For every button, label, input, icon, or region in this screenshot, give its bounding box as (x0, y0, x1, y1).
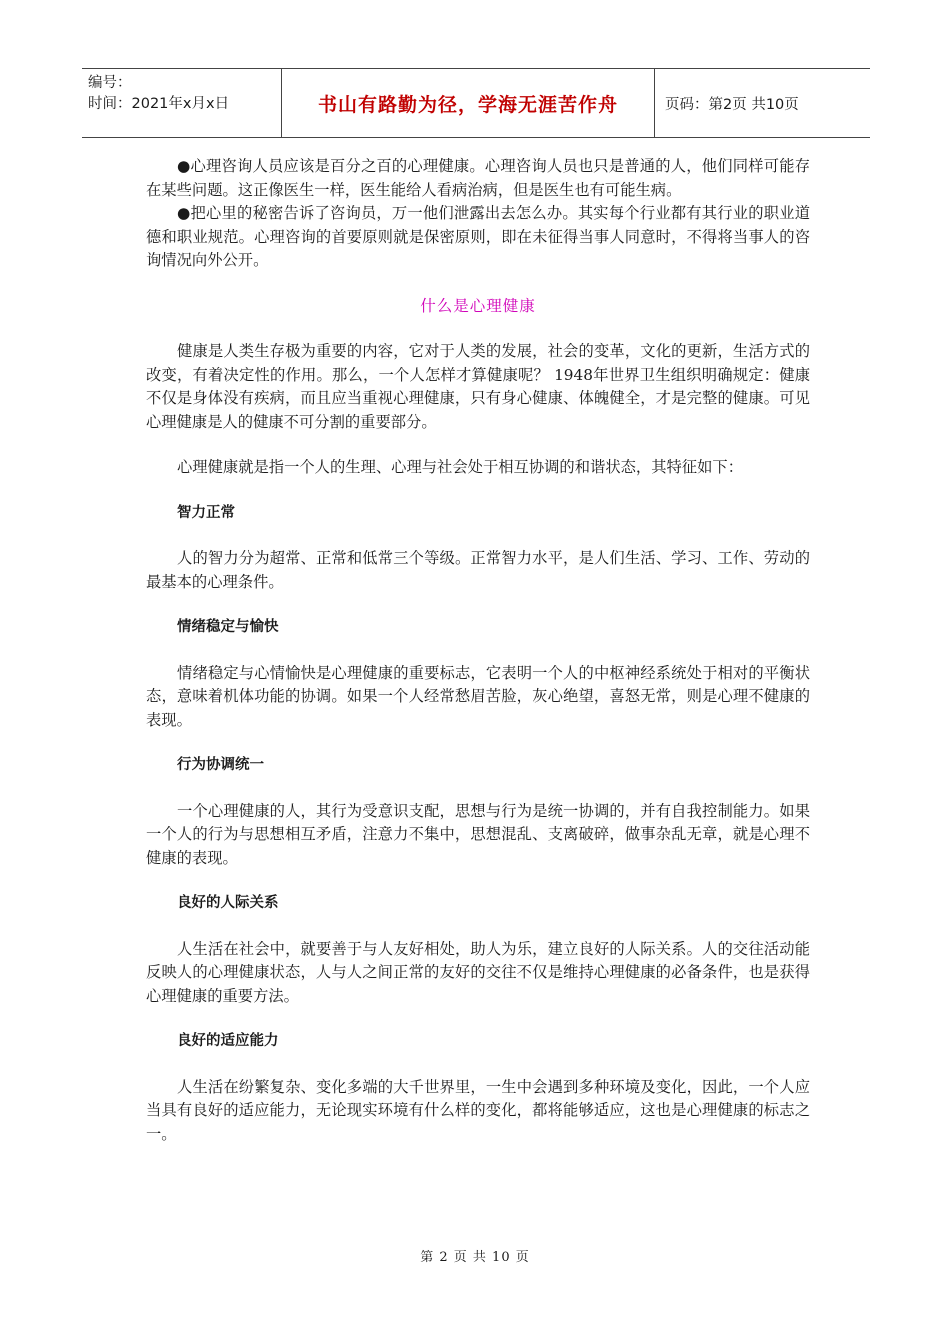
paragraph: 健康是人类生存极为重要的内容，它对于人类的发展，社会的变革，文化的更新，生活方式的改变，有着决定性的作用。那么，一个人怎样才算健康呢？ 1948年世界卫生组织明确规定：健康不仅是身体没有疾病，而且应当重视心理健康，只有身心健康、体魄健全，才是完整的健康。可见心理健康是人的健康不可分割的重要部分。 (146, 342, 810, 431)
header-page-info: 页码：第2页 共10页 (665, 96, 799, 113)
document-number-label: 编号： (88, 75, 132, 91)
subheading: 智力正常 (177, 504, 235, 521)
paragraph: 心理健康就是指一个人的生理、心理与社会处于相互协调的和谐状态，其特征如下： (177, 458, 743, 476)
paragraph: ●心理咨询人员应该是百分之百的心理健康。心理咨询人员也只是普通的人，他们同样可能存在某些问题。这正像医生一样，医生能给人看病治病，但是医生也有可能生病。 (146, 157, 810, 199)
subheading: 情绪稳定与愉快 (177, 619, 279, 635)
subheading: 良好的适应能力 (177, 1033, 279, 1049)
paragraph: 一个心理健康的人，其行为受意识支配，思想与行为是统一协调的，并有自我控制能力。如果一个人的行为与思想相互矛盾，注意力不集中，思想混乱、支离破碎，做事杂乱无章，就是心理不健康的表现。 (146, 801, 810, 867)
subheading: 行为协调统一 (177, 757, 264, 773)
header-motto-cell (282, 69, 655, 137)
paragraph: 人生活在社会中，就要善于与人友好相处，助人为乐，建立良好的人际关系。人的交往活动能反映人的心理健康状态，人与人之间正常的友好的交往不仅是维持心理健康的必备条件，也是获得心理健康的重要方法。 (146, 939, 810, 1005)
page-header (82, 68, 870, 138)
header-motto: 书山有路勤为径，学海无涯苦作舟 (317, 93, 618, 116)
document-time-label: 时间：2021年x月x日 (88, 96, 230, 112)
document-body (146, 155, 810, 1146)
header-meta (82, 69, 282, 137)
page-footer: 第 2 页 共 10 页 (420, 1250, 530, 1265)
subheading: 良好的人际关系 (177, 895, 279, 911)
section-heading: 什么是心理健康 (420, 296, 536, 315)
paragraph: 人生活在纷繁复杂、变化多端的大千世界里，一生中会遇到多种环境及变化，因此，一个人应当具有良好的适应能力，无论现实环境有什么样的变化，都将能够适应，这也是心理健康的标志之一。 (146, 1077, 810, 1143)
paragraph: 人的智力分为超常、正常和低常三个等级。正常智力水平，是人们生活、学习、工作、劳动的最基本的心理条件。 (146, 549, 810, 591)
paragraph: 情绪稳定与心情愉快是心理健康的重要标志，它表明一个人的中枢神经系统处于相对的平衡状态，意味着机体功能的协调。如果一个人经常愁眉苦脸，灰心绝望，喜怒无常，则是心理不健康的表现。 (146, 663, 810, 729)
paragraph: ●把心里的秘密告诉了咨询员，万一他们泄露出去怎么办。其实每个行业都有其行业的职业道德和职业规范。心理咨询的首要原则就是保密原则，即在未征得当事人同意时，不得将当事人的咨询情况向外公开。 (146, 204, 810, 269)
